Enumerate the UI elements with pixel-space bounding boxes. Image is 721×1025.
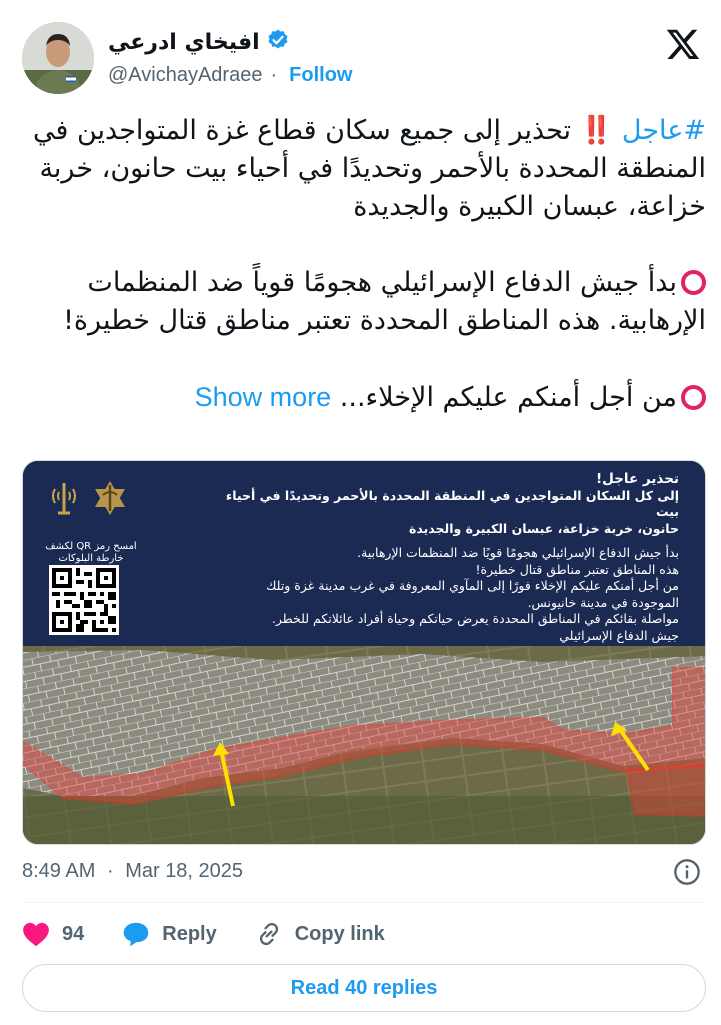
warning-banner [23, 461, 706, 646]
reply-button[interactable] [122, 921, 216, 947]
tweet-paragraph-1-text: تحذير إلى جميع سكان قطاع غزة المتواجدين في المنطقة المحددة بالأحمر وتحديدًا في أحياء بيت حانون، خربة خزاعة، عبسان الكبيرة والجديدة [33, 115, 706, 222]
handle[interactable]: @AvichayAdraee [108, 64, 263, 86]
tweet-time: 8:49 AM [22, 860, 96, 882]
link-icon [255, 920, 283, 948]
tweet-paragraph-3 [22, 378, 706, 417]
tweet-paragraph-2 [22, 264, 706, 340]
warning-text [209, 471, 679, 644]
satellite-map [23, 646, 706, 845]
reply-label: Reply [162, 922, 217, 945]
avatar[interactable] [22, 22, 94, 94]
warning-line-3: من أجل أمنكم عليكم الإخلاء فورًا إلى المآوي المعروفة في غرب مدينة غزة وتلك [266, 578, 679, 593]
qr-label: امسح رمز QR لكشف خارطة البلوكات [45, 541, 137, 564]
media-image[interactable] [22, 460, 706, 845]
red-circle-icon [681, 270, 706, 295]
hashtag-link[interactable]: #عاجل [621, 115, 706, 146]
handle-row [108, 64, 352, 87]
reply-bubble-icon [122, 921, 150, 947]
heart-icon [22, 921, 50, 947]
info-icon[interactable] [673, 858, 701, 886]
warning-line-5: مواصلة بقائكم في المناطق المحددة يعرض حياتكم وحياة أفراد عائلاتكم للخطر. [271, 611, 679, 626]
follow-button[interactable]: Follow [289, 64, 353, 86]
warning-subtitle-1: إلى كل السكان المتواجدين في المنطقة المحددة بالأحمر وتحديدًا في أحياء بيت [225, 487, 679, 519]
signal-corps-emblem-icon [47, 479, 81, 517]
copy-link-button[interactable] [255, 920, 385, 948]
divider [22, 902, 706, 903]
tweet-paragraph-2-text: بدأ جيش الدفاع الإسرائيلي هجومًا قوياً ضد المنظمات الإرهابية. هذه المناطق المحددة تعتبر مناطق قتال خطيرة! [63, 267, 706, 336]
action-bar [22, 920, 423, 948]
warning-title: تحذير عاجل! [596, 471, 679, 487]
warning-line-1: بدأ جيش الدفاع الإسرائيلي هجومًا قويًا ضد المنظمات الإرهابية. [357, 545, 679, 560]
double-exclamation-icon: ‼️ [579, 115, 614, 146]
show-more-link[interactable]: Show more [194, 382, 332, 412]
handle-separator: · [270, 64, 278, 86]
display-name[interactable]: افيخاي ادرعي [108, 29, 260, 55]
qr-code [49, 565, 119, 635]
likes-count: 94 [62, 922, 85, 945]
x-logo-icon[interactable] [665, 26, 701, 62]
warning-line-2: هذه المناطق تعتبر مناطق قتال خطيرة! [475, 561, 679, 577]
tweet-text [22, 112, 706, 417]
idf-emblem-icon [91, 479, 129, 517]
like-button[interactable] [22, 921, 84, 947]
emblems [47, 479, 129, 517]
verified-badge-icon [266, 28, 290, 56]
red-circle-icon [681, 385, 706, 410]
tweet-date: Mar 18, 2025 [125, 860, 244, 882]
warning-line-6: جيش الدفاع الإسرائيلي [559, 627, 679, 643]
tweet-paragraph-3-text: من أجل أمنكم عليكم الإخلاء... [339, 382, 677, 413]
copy-link-label: Copy link [294, 922, 385, 945]
tweet-paragraph-1 [22, 112, 706, 226]
warning-subtitle-2: حانون، خربة خزاعة، عبسان الكبيرة والجديدة [408, 520, 679, 536]
meta-separator: · [106, 860, 114, 882]
tweet-timestamp[interactable] [22, 860, 243, 883]
read-replies-button[interactable]: Read 40 replies [22, 964, 706, 1012]
warning-line-4: الموجودة في مدينة خانيونس. [527, 594, 679, 610]
name-row [108, 28, 290, 56]
